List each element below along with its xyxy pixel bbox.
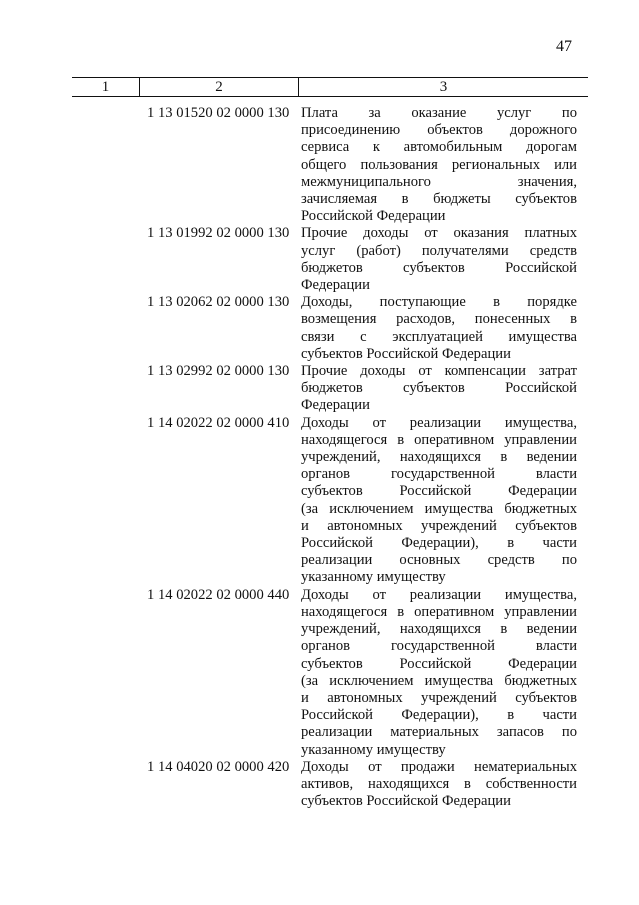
description-line: указанному имуществу — [301, 741, 446, 758]
description-line: учреждений, находящихся в ведении — [301, 449, 577, 466]
description-line: Доходы от реализации имущества, — [301, 414, 577, 431]
description-line: Прочие доходы от компенсации затрат — [301, 363, 577, 380]
description-line: зачисляемая в бюджеты субъектов — [301, 191, 577, 208]
description-line: указанному имуществу — [301, 569, 446, 586]
description-line: межмуниципального значения, — [301, 173, 577, 190]
page-number: 47 — [556, 38, 572, 55]
description-line: и автономных учреждений субъектов — [301, 689, 577, 706]
budget-code: 1 14 02022 02 0000 410 — [147, 414, 290, 431]
description-line: Российской Федерации), в части — [301, 707, 577, 724]
table-body — [72, 105, 588, 810]
table-header-row — [72, 77, 588, 97]
table-row — [72, 105, 588, 225]
description-line: Доходы, поступающие в порядке — [301, 294, 577, 311]
description-line: субъектов Российской Федерации — [301, 655, 577, 672]
description-line: органов государственной власти — [301, 466, 577, 483]
description-line: Плата за оказание услуг по — [301, 105, 577, 121]
description-line: субъектов Российской Федерации — [301, 483, 577, 500]
description-line: присоединению объектов дорожного — [301, 122, 577, 139]
table-row — [72, 294, 588, 363]
description-line: реализации материальных запасов по — [301, 724, 577, 741]
description-line: органов государственной власти — [301, 638, 577, 655]
income-description — [301, 415, 577, 587]
header-col-1: 1 — [72, 78, 140, 96]
description-line: находящегося в оперативном управлении — [301, 431, 577, 448]
description-line: Федерации — [301, 397, 370, 414]
description-line: Федерации — [301, 277, 370, 294]
budget-code: 1 13 01520 02 0000 130 — [147, 105, 290, 121]
budget-code: 1 14 02022 02 0000 440 — [147, 586, 290, 603]
income-description — [301, 587, 577, 759]
description-line: сервиса к автомобильным дорогам — [301, 139, 577, 156]
description-line: Российской Федерации — [301, 208, 446, 225]
description-line: услуг (работ) получателями средств — [301, 242, 577, 259]
description-line: активов, находящихся в собственности — [301, 775, 577, 792]
description-line: находящегося в оперативном управлении — [301, 603, 577, 620]
description-line: Прочие доходы от оказания платных — [301, 225, 577, 242]
table-row — [72, 759, 588, 811]
description-line: и автономных учреждений субъектов — [301, 517, 577, 534]
description-line: связи с эксплуатацией имущества — [301, 328, 577, 345]
description-line: Доходы от продажи нематериальных — [301, 758, 577, 775]
description-line: (за исключением имущества бюджетных — [301, 500, 577, 517]
budget-code: 1 13 02062 02 0000 130 — [147, 294, 290, 311]
table-row — [72, 587, 588, 759]
description-line: общего пользования региональных или — [301, 156, 577, 173]
description-line: возмещения расходов, понесенных в — [301, 311, 577, 328]
header-col-3: 3 — [439, 79, 448, 95]
description-line: учреждений, находящихся в ведении — [301, 621, 577, 638]
table-row — [72, 225, 588, 294]
budget-code: 1 13 02992 02 0000 130 — [147, 363, 290, 380]
header-col-2: 2 — [140, 78, 299, 96]
table-row — [72, 363, 588, 415]
description-line: Доходы от реализации имущества, — [301, 586, 577, 603]
description-line: субъектов Российской Федерации — [301, 345, 511, 362]
budget-code: 1 13 01992 02 0000 130 — [147, 225, 290, 242]
budget-code: 1 14 04020 02 0000 420 — [147, 758, 290, 775]
income-description — [301, 105, 577, 225]
description-line: бюджетов субъектов Российской — [301, 259, 577, 276]
description-line: субъектов Российской Федерации — [301, 793, 511, 810]
table-row — [72, 415, 588, 587]
description-line: бюджетов субъектов Российской — [301, 380, 577, 397]
description-line: (за исключением имущества бюджетных — [301, 672, 577, 689]
description-line: Российской Федерации), в части — [301, 535, 577, 552]
description-line: реализации основных средств по — [301, 552, 577, 569]
